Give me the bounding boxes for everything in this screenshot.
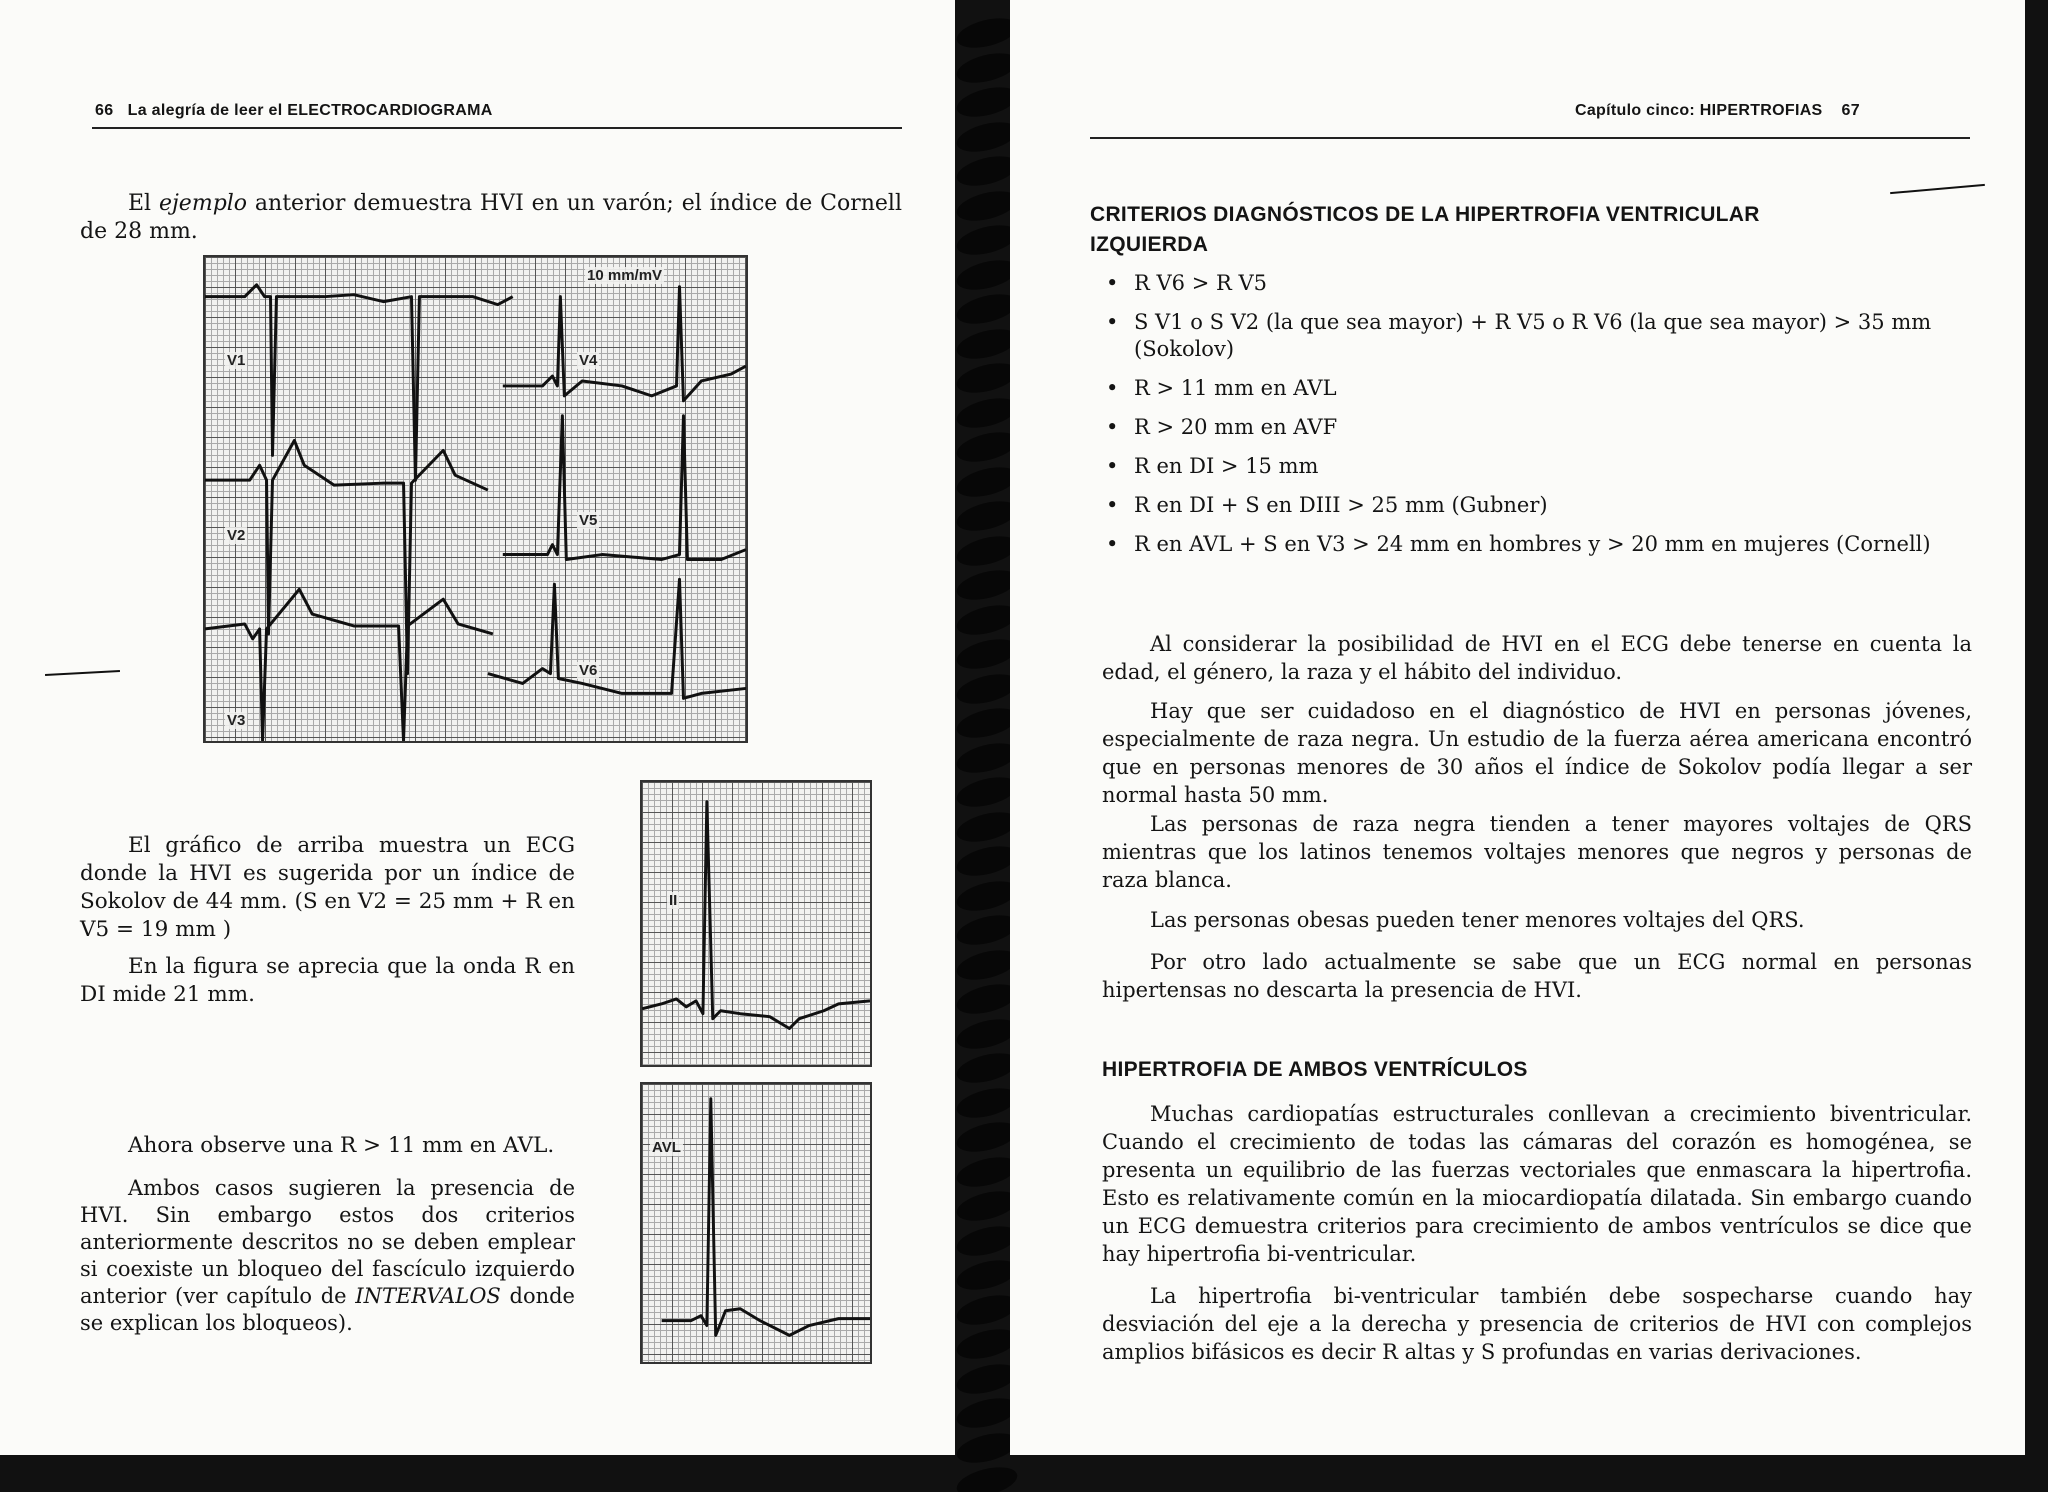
lead-label-v2: V2	[227, 527, 246, 544]
ecg-trace-v2	[205, 440, 488, 673]
lead-label-ii: II	[669, 892, 678, 909]
ecg-trace-v3	[205, 589, 493, 741]
lead-label-v3: V3	[227, 712, 246, 729]
bullet-icon: •	[1106, 376, 1119, 400]
ecg-trace-v6	[488, 579, 746, 698]
binding-coil	[954, 1462, 1020, 1492]
margin-pen-mark	[45, 670, 120, 676]
sokolov-paragraph: El gráfico de arriba muestra un ECG donde la HVI es sugerida por un índice de Sokolov de 44 mm. (S en V2 = 25 mm + R en V5 = 19 mm )	[80, 833, 575, 942]
lead-label-v5: V5	[579, 512, 598, 529]
ecg-figure-lead-ii	[640, 780, 872, 1067]
body-paragraph: Muchas cardiopatías estructurales conllevan a crecimiento biventricular. Cuando el crecimiento de todas las cámaras del corazón es homogénea, se presenta un equilibrio de las fuerzas vectoriales que enmascara la hipertrofia. Esto es relativamente común en la miocardiopatía dilatada. Sin embargo cuando un ECG demuestra criterios para crecimiento de ambos ventrículos se dice que hay hipertrofia bi-ventricular.	[1102, 1102, 1972, 1266]
lead-label-v6: V6	[579, 662, 598, 679]
ecg-figure-lead-avl	[640, 1082, 872, 1364]
ecg-trace-v1	[205, 285, 513, 480]
avl-paragraph: Ahora observe una R > 11 mm en AVL.	[128, 1133, 555, 1158]
bullet-icon: •	[1106, 493, 1119, 517]
body-paragraph: Hay que ser cuidadoso en el diagnóstico de HVI en personas jóvenes, especialmente de raza negra. Un estudio de la fuerza aérea americana encontró que en personas menores de 30 años el índice de Sokolov podía llegar a ser normal hasta 50 mm.	[1102, 699, 1972, 807]
left-running-title: La alegría de leer el ELECTROCARDIOGRAMA	[127, 102, 493, 119]
criteria-item: • R en DI > 15 mm	[1106, 454, 1319, 478]
bullet-icon: •	[1106, 454, 1119, 478]
ecg-figure-main	[203, 255, 748, 743]
body-paragraph: Las personas de raza negra tienden a tener mayores voltajes de QRS mientras que los latinos tenemos voltajes menores que negros y personas de raza blanca.	[1102, 812, 1972, 892]
bullet-icon: •	[1106, 310, 1119, 334]
body-paragraph: Por otro lado actualmente se sabe que un ECG normal en personas hipertensas no descarta la presencia de HVI.	[1102, 950, 1972, 1002]
heading-pen-mark	[1890, 184, 1985, 194]
heading-criterios: CRITERIOS DIAGNÓSTICOS DE LA HIPERTROFIA VENTRICULAR IZQUIERDA	[1090, 203, 1760, 256]
ecg-main-traces	[205, 257, 746, 741]
bullet-icon: •	[1106, 271, 1119, 295]
ecg-trace-v4	[503, 287, 746, 401]
lead-label-v1: V1	[227, 352, 246, 369]
ambos-paragraph: Ambos casos sugieren la presencia de HVI. Sin embargo estos dos criterios anteriormente descritos no se deben emplear si coexiste un bloqueo del fascículo izquierdo anterior (ver capítulo de INTERVALOS donde se explican los bloqueos).	[80, 1176, 575, 1335]
bullet-icon: •	[1106, 532, 1119, 556]
ecg-lead-ii-trace	[642, 782, 870, 1065]
criteria-item: • R en DI + S en DIII > 25 mm (Gubner)	[1106, 493, 1548, 517]
criteria-list	[1100, 270, 1940, 570]
right-page	[1010, 0, 2025, 1455]
lead-label-avl: AVL	[652, 1139, 681, 1156]
criteria-item: • R > 11 mm en AVL	[1106, 376, 1337, 400]
heading-ambos: HIPERTROFIA DE AMBOS VENTRÍCULOS	[1102, 1058, 1528, 1081]
body-paragraph: La hipertrofia bi-ventricular también debe sospecharse cuando hay desviación del eje a la derecha y presencia de criterios de HVI con complejos amplios bifásicos es decir R altas y S profundas en varias derivaciones.	[1102, 1284, 1972, 1364]
intro-paragraph: El ejemplo anterior demuestra HVI en un varón; el índice de Cornell de 28 mm.	[80, 191, 902, 244]
criteria-item: • R V6 > R V5	[1106, 271, 1267, 295]
left-running-head	[95, 102, 493, 120]
criteria-item: • S V1 o S V2 (la que sea mayor) + R V5 o R V6 (la que sea mayor) > 35 mm (Sokolov)	[1106, 310, 1932, 361]
right-header-rule	[1090, 137, 1970, 139]
left-header-rule	[92, 127, 902, 129]
ecg-annotation: 10 mm/mV	[587, 267, 663, 284]
right-running-head	[1575, 102, 1860, 120]
di-paragraph: En la figura se aprecia que la onda R en DI mide 21 mm.	[80, 954, 575, 1007]
ecg-trace-v5	[503, 416, 746, 560]
ecg-lead-avl-trace	[642, 1084, 870, 1362]
right-running-title: Capítulo cinco: HIPERTROFIAS	[1575, 102, 1823, 119]
criteria-item: • R > 20 mm en AVF	[1106, 415, 1338, 439]
lead-label-v4: V4	[579, 352, 598, 369]
bullet-icon: •	[1106, 415, 1119, 439]
criteria-item: • R en AVL + S en V3 > 24 mm en hombres y > 20 mm en mujeres (Cornell)	[1106, 532, 1931, 556]
left-page	[0, 0, 955, 1455]
right-page-number: 67	[1841, 102, 1860, 119]
body-paragraph: Al considerar la posibilidad de HVI en el ECG debe tenerse en cuenta la edad, el género, la raza y el hábito del individuo.	[1102, 632, 1972, 684]
left-page-number: 66	[95, 102, 114, 119]
body-paragraph: Las personas obesas pueden tener menores voltajes del QRS.	[1150, 908, 1805, 932]
